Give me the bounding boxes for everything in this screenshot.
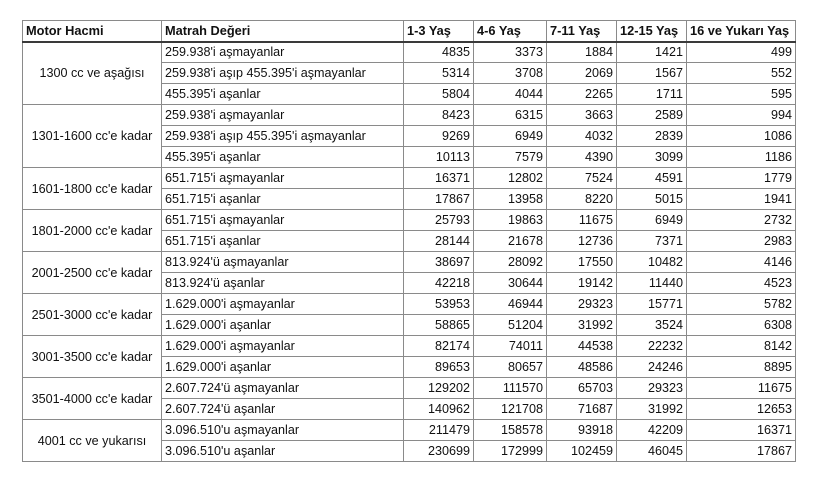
tax-amount-cell: 102459: [547, 441, 617, 462]
tax-amount-cell: 4044: [474, 84, 547, 105]
tax-amount-cell: 30644: [474, 273, 547, 294]
table-row: [23, 252, 796, 273]
header-age-12-15: 12-15 Yaş: [617, 21, 687, 42]
tax-amount-cell: 2983: [687, 231, 796, 252]
tax-amount-cell: 10482: [617, 252, 687, 273]
tax-amount-cell: 172999: [474, 441, 547, 462]
tax-amount-cell: 13958: [474, 189, 547, 210]
tax-amount-cell: 29323: [617, 378, 687, 399]
tax-amount-cell: 42209: [617, 420, 687, 441]
tax-amount-cell: 31992: [547, 315, 617, 336]
tax-base-cell: 259.938'i aşıp 455.395'i aşmayanlar: [162, 126, 404, 147]
tax-amount-cell: 1941: [687, 189, 796, 210]
tax-amount-cell: 74011: [474, 336, 547, 357]
header-age-1-3: 1-3 Yaş: [404, 21, 474, 42]
tax-amount-cell: 19863: [474, 210, 547, 231]
mtv-rate-table: [22, 20, 796, 462]
tax-amount-cell: 16371: [404, 168, 474, 189]
tax-amount-cell: 121708: [474, 399, 547, 420]
tax-amount-cell: 158578: [474, 420, 547, 441]
tax-base-cell: 1.629.000'i aşmayanlar: [162, 336, 404, 357]
tax-base-cell: 1.629.000'i aşanlar: [162, 315, 404, 336]
tax-amount-cell: 17867: [687, 441, 796, 462]
tax-amount-cell: 22232: [617, 336, 687, 357]
engine-capacity-cell: 1601-1800 cc'e kadar: [23, 168, 162, 210]
tax-amount-cell: 12802: [474, 168, 547, 189]
tax-amount-cell: 140962: [404, 399, 474, 420]
tax-amount-cell: 38697: [404, 252, 474, 273]
engine-capacity-cell: 1300 cc ve aşağısı: [23, 42, 162, 105]
table-row: [23, 420, 796, 441]
tax-base-cell: 651.715'i aşmayanlar: [162, 210, 404, 231]
engine-capacity-cell: 1801-2000 cc'e kadar: [23, 210, 162, 252]
tax-amount-cell: 2839: [617, 126, 687, 147]
tax-amount-cell: 8895: [687, 357, 796, 378]
tax-amount-cell: 3373: [474, 42, 547, 63]
tax-amount-cell: 2069: [547, 63, 617, 84]
tax-base-cell: 1.629.000'i aşanlar: [162, 357, 404, 378]
tax-amount-cell: 58865: [404, 315, 474, 336]
tax-amount-cell: 42218: [404, 273, 474, 294]
tax-amount-cell: 11675: [687, 378, 796, 399]
tax-amount-cell: 211479: [404, 420, 474, 441]
tax-amount-cell: 2732: [687, 210, 796, 231]
tax-amount-cell: 5314: [404, 63, 474, 84]
tax-amount-cell: 11675: [547, 210, 617, 231]
tax-amount-cell: 595: [687, 84, 796, 105]
tax-amount-cell: 12736: [547, 231, 617, 252]
tax-amount-cell: 2265: [547, 84, 617, 105]
engine-capacity-cell: 3001-3500 cc'e kadar: [23, 336, 162, 378]
tax-base-cell: 651.715'i aşmayanlar: [162, 168, 404, 189]
tax-amount-cell: 9269: [404, 126, 474, 147]
tax-base-cell: 2.607.724'ü aşmayanlar: [162, 378, 404, 399]
tax-amount-cell: 994: [687, 105, 796, 126]
tax-amount-cell: 552: [687, 63, 796, 84]
tax-amount-cell: 31992: [617, 399, 687, 420]
tax-amount-cell: 4032: [547, 126, 617, 147]
table-row: [23, 168, 796, 189]
tax-base-cell: 651.715'i aşanlar: [162, 231, 404, 252]
tax-base-cell: 3.096.510'u aşmayanlar: [162, 420, 404, 441]
header-tax-base: Matrah Değeri: [162, 21, 404, 42]
tax-amount-cell: 6308: [687, 315, 796, 336]
tax-amount-cell: 93918: [547, 420, 617, 441]
tax-amount-cell: 21678: [474, 231, 547, 252]
tax-amount-cell: 2589: [617, 105, 687, 126]
tax-amount-cell: 3663: [547, 105, 617, 126]
tax-amount-cell: 5804: [404, 84, 474, 105]
tax-amount-cell: 1186: [687, 147, 796, 168]
engine-capacity-cell: 2501-3000 cc'e kadar: [23, 294, 162, 336]
table-row: [23, 105, 796, 126]
tax-amount-cell: 6949: [617, 210, 687, 231]
tax-amount-cell: 8142: [687, 336, 796, 357]
tax-amount-cell: 4591: [617, 168, 687, 189]
tax-amount-cell: 46944: [474, 294, 547, 315]
table-row: [23, 294, 796, 315]
table-row: [23, 42, 796, 63]
tax-base-cell: 259.938'i aşmayanlar: [162, 42, 404, 63]
tax-amount-cell: 4390: [547, 147, 617, 168]
tax-amount-cell: 71687: [547, 399, 617, 420]
tax-amount-cell: 51204: [474, 315, 547, 336]
tax-amount-cell: 230699: [404, 441, 474, 462]
tax-amount-cell: 4523: [687, 273, 796, 294]
tax-amount-cell: 17867: [404, 189, 474, 210]
tax-amount-cell: 6315: [474, 105, 547, 126]
tax-base-cell: 3.096.510'u aşanlar: [162, 441, 404, 462]
tax-base-cell: 1.629.000'i aşmayanlar: [162, 294, 404, 315]
tax-amount-cell: 1779: [687, 168, 796, 189]
tax-amount-cell: 1567: [617, 63, 687, 84]
tax-amount-cell: 3099: [617, 147, 687, 168]
tax-base-cell: 2.607.724'ü aşanlar: [162, 399, 404, 420]
table-row: [23, 378, 796, 399]
header-age-7-11: 7-11 Yaş: [547, 21, 617, 42]
tax-amount-cell: 1421: [617, 42, 687, 63]
header-engine-capacity: Motor Hacmi: [23, 21, 162, 42]
tax-amount-cell: 48586: [547, 357, 617, 378]
tax-amount-cell: 5015: [617, 189, 687, 210]
tax-amount-cell: 82174: [404, 336, 474, 357]
tax-amount-cell: 29323: [547, 294, 617, 315]
tax-amount-cell: 499: [687, 42, 796, 63]
tax-amount-cell: 1086: [687, 126, 796, 147]
engine-capacity-cell: 3501-4000 cc'e kadar: [23, 378, 162, 420]
tax-amount-cell: 8220: [547, 189, 617, 210]
tax-amount-cell: 11440: [617, 273, 687, 294]
header-age-4-6: 4-6 Yaş: [474, 21, 547, 42]
tax-amount-cell: 15771: [617, 294, 687, 315]
table-row: [23, 336, 796, 357]
tax-base-cell: 651.715'i aşanlar: [162, 189, 404, 210]
tax-amount-cell: 89653: [404, 357, 474, 378]
tax-amount-cell: 12653: [687, 399, 796, 420]
tax-amount-cell: 129202: [404, 378, 474, 399]
engine-capacity-cell: 4001 cc ve yukarısı: [23, 420, 162, 462]
tax-amount-cell: 28092: [474, 252, 547, 273]
tax-amount-cell: 7524: [547, 168, 617, 189]
tax-amount-cell: 24246: [617, 357, 687, 378]
tax-base-cell: 455.395'i aşanlar: [162, 84, 404, 105]
tax-amount-cell: 1884: [547, 42, 617, 63]
tax-amount-cell: 8423: [404, 105, 474, 126]
tax-base-cell: 813.924'ü aşmayanlar: [162, 252, 404, 273]
tax-amount-cell: 28144: [404, 231, 474, 252]
table-body: [23, 42, 796, 462]
engine-capacity-cell: 2001-2500 cc'e kadar: [23, 252, 162, 294]
tax-amount-cell: 53953: [404, 294, 474, 315]
tax-amount-cell: 4146: [687, 252, 796, 273]
tax-amount-cell: 80657: [474, 357, 547, 378]
tax-base-cell: 259.938'i aşıp 455.395'i aşmayanlar: [162, 63, 404, 84]
engine-capacity-cell: 1301-1600 cc'e kadar: [23, 105, 162, 168]
tax-amount-cell: 5782: [687, 294, 796, 315]
tax-amount-cell: 111570: [474, 378, 547, 399]
tax-amount-cell: 44538: [547, 336, 617, 357]
header-row: [23, 21, 796, 42]
tax-amount-cell: 65703: [547, 378, 617, 399]
header-age-16-plus: 16 ve Yukarı Yaş: [687, 21, 796, 42]
tax-base-cell: 259.938'i aşmayanlar: [162, 105, 404, 126]
tax-amount-cell: 4835: [404, 42, 474, 63]
tax-amount-cell: 46045: [617, 441, 687, 462]
tax-amount-cell: 16371: [687, 420, 796, 441]
tax-amount-cell: 1711: [617, 84, 687, 105]
tax-amount-cell: 3524: [617, 315, 687, 336]
tax-base-cell: 813.924'ü aşanlar: [162, 273, 404, 294]
tax-amount-cell: 3708: [474, 63, 547, 84]
tax-amount-cell: 25793: [404, 210, 474, 231]
tax-amount-cell: 19142: [547, 273, 617, 294]
tax-amount-cell: 7371: [617, 231, 687, 252]
tax-amount-cell: 7579: [474, 147, 547, 168]
tax-base-cell: 455.395'i aşanlar: [162, 147, 404, 168]
tax-amount-cell: 10113: [404, 147, 474, 168]
table-row: [23, 210, 796, 231]
tax-amount-cell: 17550: [547, 252, 617, 273]
tax-amount-cell: 6949: [474, 126, 547, 147]
